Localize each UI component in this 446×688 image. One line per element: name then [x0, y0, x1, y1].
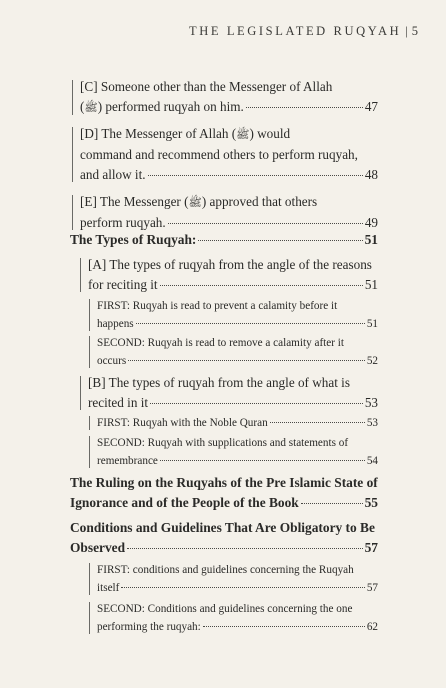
toc-page-number: 57: [366, 582, 378, 594]
toc-section-types: [70, 230, 378, 250]
toc-entry-line: [80, 165, 378, 185]
toc-section-title: The Ruling on the Ruqyahs of the Pre Islamic State of: [70, 475, 378, 490]
dot-leader: [203, 626, 365, 627]
toc-entry-text: FIRST: conditions and guidelines concerning the Ruqyah: [97, 564, 354, 576]
toc-page-number: 48: [364, 167, 378, 182]
dot-leader: [150, 403, 363, 404]
toc-entry-text: itself: [97, 582, 120, 594]
page-number: 5: [411, 24, 418, 38]
dot-leader: [160, 460, 365, 461]
indent-bar: [80, 258, 81, 292]
dot-leader: [121, 587, 364, 588]
toc-page-number: 49: [364, 215, 378, 230]
toc-entry-text: SECOND: Conditions and guidelines concerning the one: [97, 603, 353, 615]
indent-bar: [89, 416, 90, 430]
book-title: THE LEGISLATED RUQYAH: [189, 24, 402, 38]
toc-page-number: 51: [366, 318, 378, 330]
indent-bar: [89, 299, 90, 331]
toc-sub-entry: [97, 414, 378, 432]
toc-entry-text: [B] The types of ruqyah from the angle of what is: [88, 375, 350, 390]
toc-entry-line: [97, 315, 378, 333]
salawat-glyph: ﷺ: [84, 101, 98, 114]
toc-entry-text: SECOND: Ruqyah is read to remove a calamity after it: [97, 337, 344, 349]
toc-entry-text: perform ruqyah.: [80, 215, 166, 230]
toc-page-number: 47: [364, 99, 378, 114]
toc-entry-text: [D] The Messenger of Allah (: [80, 126, 237, 141]
toc-entry-d: [80, 124, 378, 185]
dot-leader: [301, 503, 363, 504]
toc-section-title: Ignorance and of the People of the Book: [70, 495, 299, 510]
salawat-glyph: ﷺ: [236, 128, 250, 141]
header-separator: |: [405, 24, 408, 38]
indent-bar: [72, 80, 73, 115]
toc-page-number: 53: [364, 395, 378, 410]
toc-entry-text: ) performed ruqyah on him.: [97, 99, 244, 114]
indent-bar: [72, 195, 73, 230]
toc-entry-line: [97, 452, 378, 470]
dot-leader: [136, 323, 365, 324]
toc-page-number: 51: [364, 277, 378, 292]
indent-bar: [89, 436, 90, 468]
toc-sub-entry: [97, 334, 378, 370]
indent-bar: [89, 602, 90, 634]
dot-leader: [246, 107, 363, 108]
paren-open: (: [80, 99, 85, 114]
toc-section-title: Observed: [70, 540, 126, 555]
toc-sub-entry: [97, 297, 378, 333]
indent-bar: [80, 376, 81, 410]
indent-bar: [89, 336, 90, 368]
toc-entry-text: [A] The types of ruqyah from the angle of the reasons: [88, 257, 372, 272]
toc-entry-text: performing the ruqyah:: [97, 621, 201, 633]
toc-entry-text: FIRST: Ruqyah is read to prevent a calamity before it: [97, 300, 338, 312]
dot-leader: [168, 223, 363, 224]
toc-sub-entry: [97, 600, 378, 636]
indent-bar: [89, 563, 90, 595]
toc-page-number: 57: [364, 540, 378, 555]
toc-page-number: 52: [366, 355, 378, 367]
toc-entry-a: [88, 255, 378, 295]
toc-entry-b: [88, 373, 378, 413]
toc-entry-line: [70, 230, 378, 250]
toc-entry-text: FIRST: Ruqyah with the Noble Quran: [97, 417, 268, 429]
toc-entry-text: [C] Someone other than the Messenger of Allah: [80, 79, 333, 94]
toc-entry-text: [E] The Messenger (: [80, 194, 189, 209]
toc-entry-e: [80, 192, 378, 233]
toc-entry-line: [88, 393, 378, 413]
dot-leader: [198, 240, 362, 241]
dot-leader: [148, 175, 363, 176]
toc-page-number: 55: [364, 495, 378, 510]
dot-leader: [127, 548, 363, 549]
toc-entry-line: [97, 579, 378, 597]
toc-section-conditions: [70, 518, 378, 558]
salawat-glyph: ﷺ: [188, 196, 202, 209]
toc-entry-line: [97, 352, 378, 370]
toc-entry-text: ) would: [249, 126, 291, 141]
toc-entry-line: [80, 192, 378, 213]
toc-entry-text: happens: [97, 318, 134, 330]
toc-entry-line: [97, 414, 378, 432]
toc-page-number: 53: [366, 417, 378, 429]
toc-sub-entry: [97, 561, 378, 597]
toc-entry-line: [88, 275, 378, 295]
toc-entry-text: SECOND: Ruqyah with supplications and statements of: [97, 437, 349, 449]
toc-sub-entry: [97, 434, 378, 470]
dot-leader: [270, 422, 365, 423]
toc-entry-line: [80, 124, 378, 145]
toc-entry-text: and allow it.: [80, 167, 146, 182]
indent-bar: [72, 127, 73, 182]
toc-page-number: 62: [366, 621, 378, 633]
toc-entry-text: ) approved that others: [201, 194, 318, 209]
dot-leader: [128, 360, 365, 361]
toc-entry-line: [70, 538, 378, 558]
toc-entry-line: [80, 97, 378, 118]
toc-section-title: Conditions and Guidelines That Are Obligatory to Be: [70, 520, 375, 535]
toc-entry-text: occurs: [97, 355, 127, 367]
toc-entry-text: command and recommend others to perform ruqyah,: [80, 147, 358, 162]
toc-entry-text: remembrance: [97, 455, 158, 467]
toc-section-ruling: [70, 473, 378, 513]
toc-entry-line: [70, 493, 378, 513]
toc-page-number: 54: [366, 455, 378, 467]
dot-leader: [160, 285, 363, 286]
toc-entry-text: for reciting it: [88, 277, 158, 292]
toc-entry-c: [80, 77, 378, 118]
toc-section-title: The Types of Ruqyah:: [70, 232, 197, 247]
toc-page-number: 51: [364, 232, 378, 247]
toc-entry-line: [97, 618, 378, 636]
toc-entry-text: recited in it: [88, 395, 149, 410]
